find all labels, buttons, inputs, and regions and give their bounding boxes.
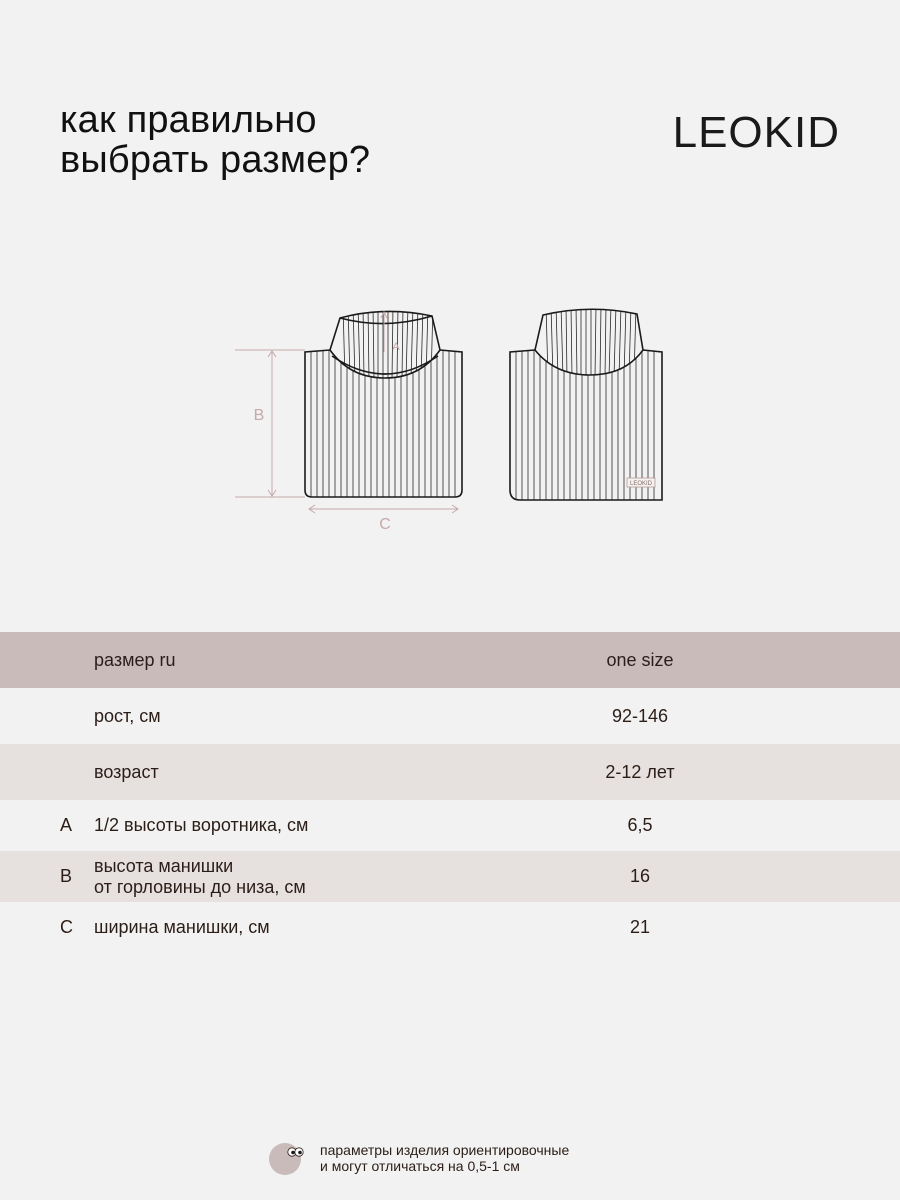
mascot-eyes-icon bbox=[268, 1140, 304, 1176]
row-value: 21 bbox=[629, 917, 651, 937]
dimension-label-a: A bbox=[392, 341, 400, 353]
row-letter: A bbox=[60, 815, 73, 835]
row-label-line-2: от горловины до низа, см bbox=[94, 876, 306, 897]
table-row bbox=[0, 688, 900, 744]
row-label: рост, см bbox=[94, 705, 161, 726]
title-line-1: как правильно bbox=[60, 99, 317, 141]
row-letter: B bbox=[60, 866, 73, 886]
row-label bbox=[94, 856, 306, 898]
table-row bbox=[0, 800, 900, 851]
title-line-2: выбрать размер? bbox=[60, 139, 371, 181]
row-value: 6,5 bbox=[627, 815, 653, 835]
brand-tag-text: LEOKID bbox=[629, 481, 653, 487]
row-value: 92-146 bbox=[611, 705, 669, 726]
dimension-label-c: C bbox=[379, 516, 391, 533]
row-label: ширина манишки, см bbox=[94, 917, 270, 937]
row-letter: C bbox=[60, 917, 73, 937]
table-row bbox=[0, 744, 900, 800]
row-value: 16 bbox=[629, 866, 651, 886]
header-value: one size bbox=[606, 649, 674, 670]
table-row bbox=[0, 902, 900, 953]
size-table bbox=[0, 632, 900, 953]
row-label: 1/2 высоты воротника, см bbox=[94, 815, 309, 835]
note-line-2: и могут отличаться на 0,5-1 см bbox=[320, 1158, 520, 1174]
row-label: возраст bbox=[94, 761, 159, 782]
row-value: 2-12 лет bbox=[605, 761, 675, 782]
dimension-lines bbox=[235, 312, 458, 513]
note-line-1: параметры изделия ориентировочные bbox=[320, 1142, 570, 1158]
header-label: размер ru bbox=[94, 649, 176, 670]
table-header-row bbox=[0, 632, 900, 688]
footer-note bbox=[268, 1140, 569, 1176]
brand-logo: LEOKID bbox=[672, 108, 840, 157]
dimension-label-b: B bbox=[253, 407, 265, 424]
table-row bbox=[0, 851, 900, 902]
row-label-line-1: высота манишки bbox=[94, 855, 234, 876]
footer-note-text bbox=[320, 1142, 569, 1174]
